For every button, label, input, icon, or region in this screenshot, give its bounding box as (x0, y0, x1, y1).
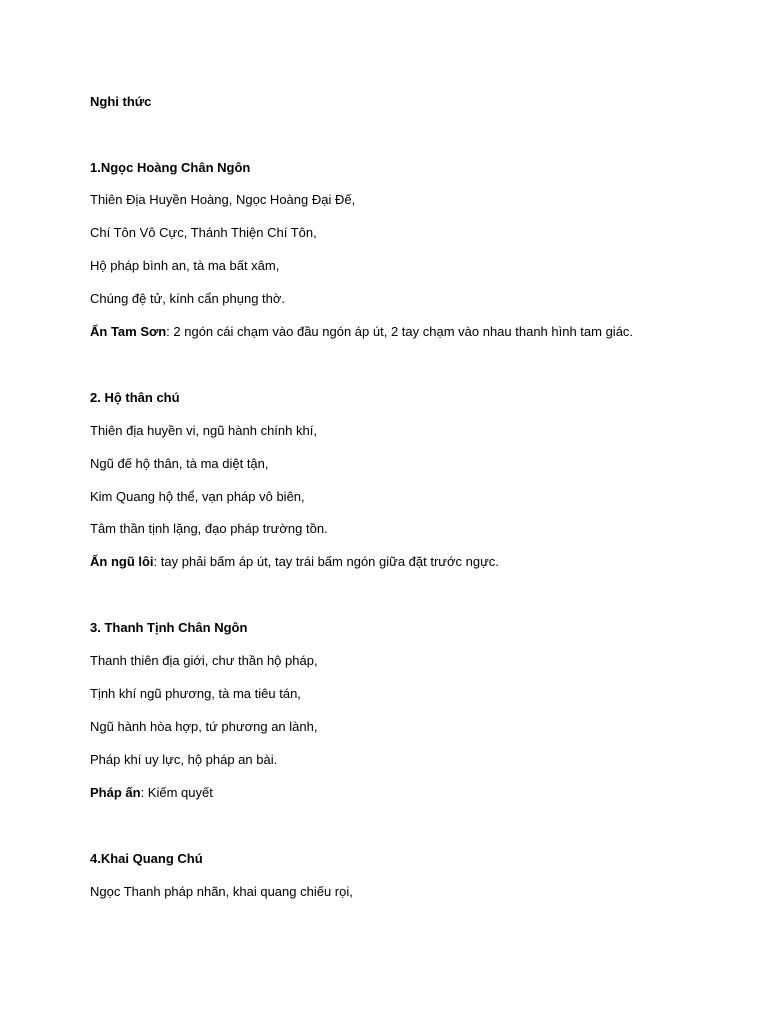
document-title: Nghi thức (90, 94, 152, 109)
mudra-label: Pháp ấn (90, 785, 141, 800)
section-1-heading: 1.Ngọc Hoàng Chân Ngôn (90, 160, 251, 175)
section-1-mudra (90, 324, 633, 340)
section-3-mudra (90, 785, 213, 801)
section-4-heading: 4.Khai Quang Chú (90, 851, 203, 866)
section-3-heading: 3. Thanh Tịnh Chân Ngôn (90, 620, 248, 635)
section-4-line: Ngọc Thanh pháp nhãn, khai quang chiếu rọi, (90, 884, 353, 899)
section-1-line: Hộ pháp bình an, tà ma bất xâm, (90, 258, 280, 273)
mudra-text: : Kiếm quyết (140, 785, 213, 800)
section-3-line: Tịnh khí ngũ phương, tà ma tiêu tán, (90, 686, 301, 701)
mudra-label: Ấn ngũ lôi (90, 554, 154, 569)
section-3-line: Pháp khí uy lực, hộ pháp an bài. (90, 752, 278, 767)
section-2-line: Thiên địa huyền vi, ngũ hành chính khí, (90, 423, 317, 438)
section-3-line: Ngũ hành hòa hợp, tứ phương an lành, (90, 719, 318, 734)
section-2-line: Tâm thần tịnh lặng, đạo pháp trường tồn. (90, 521, 328, 536)
section-2-line: Ngũ đế hộ thân, tà ma diệt tận, (90, 456, 269, 471)
section-2-heading: 2. Hộ thân chú (90, 390, 180, 405)
section-1-line: Chí Tôn Vô Cực, Thánh Thiện Chí Tôn, (90, 225, 317, 240)
section-1-line: Thiên Địa Huyền Hoàng, Ngọc Hoàng Đại Đế, (90, 192, 356, 207)
section-2-mudra (90, 554, 499, 570)
mudra-label: Ấn Tam Sơn (90, 324, 167, 339)
section-3-line: Thanh thiên địa giới, chư thần hộ pháp, (90, 653, 318, 668)
mudra-text: : tay phải bấm áp út, tay trái bấm ngón giữa đặt trước ngực. (153, 554, 499, 569)
section-2-line: Kim Quang hộ thể, vạn pháp vô biên, (90, 489, 305, 504)
mudra-text: : 2 ngón cái chạm vào đầu ngón áp út, 2 tay chạm vào nhau thanh hình tam giác. (166, 324, 634, 339)
section-1-line: Chúng đệ tử, kính cẩn phụng thờ. (90, 291, 286, 306)
